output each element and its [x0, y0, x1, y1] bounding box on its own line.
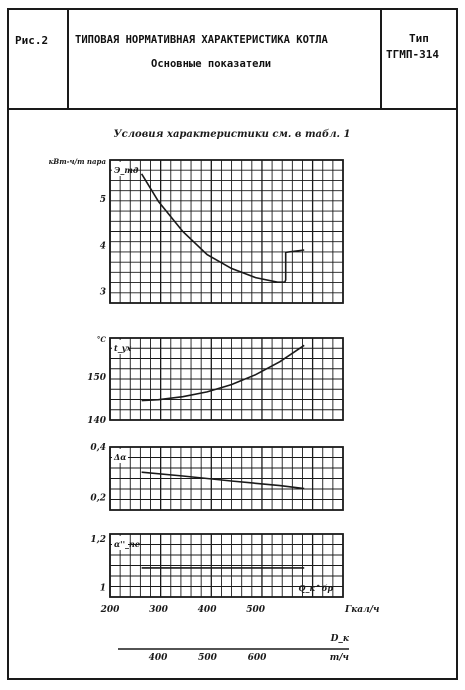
title-line-2: Основные показатели [151, 58, 272, 70]
x-axis-unit-secondary: т/ч [329, 653, 349, 663]
series-label: t_ух [114, 343, 132, 353]
y-tick-label: 5 [99, 195, 106, 206]
series-label: Δα [114, 452, 127, 462]
y-tick-label: 150 [87, 372, 106, 383]
x-tick-label-secondary: 400 [148, 653, 168, 663]
chart-caption: Условия характеристики см. в табл. 1 [113, 129, 351, 140]
x-axis-unit-primary: Гкал/ч [345, 605, 380, 615]
y-tick-label: 0,2 [90, 493, 106, 504]
series-line [142, 174, 305, 282]
x-tick-label-primary: 300 [149, 605, 168, 615]
x-tick-label-secondary: 500 [198, 653, 217, 663]
x-tick-label-primary: 400 [197, 605, 217, 615]
chart-panel-flue-gas-temperature [110, 338, 343, 420]
panel-annotation: Q_к^бр [298, 583, 333, 593]
series-label: α''_пе [114, 539, 140, 549]
y-tick-label: 4 [99, 241, 106, 252]
chart-panel-fuel-consumption [110, 160, 343, 303]
series-line [142, 472, 305, 488]
type-label: Тип [409, 32, 429, 45]
y-tick-label: 140 [87, 416, 106, 426]
y-tick-label: 3 [99, 287, 106, 298]
x-tick-label-primary: 200 [100, 605, 120, 615]
x-tick-label-primary: 500 [246, 605, 266, 615]
y-axis-label: °C [96, 335, 106, 344]
title-line-1: ТИПОВАЯ НОРМАТИВНАЯ ХАРАКТЕРИСТИКА КОТЛА [75, 34, 328, 46]
series-label: Э_тд [114, 165, 139, 175]
y-axis-label: кВт-ч/т пара [48, 157, 106, 166]
type-value: ТГМП-314 [386, 48, 439, 61]
y-tick-label: 0,4 [90, 443, 106, 453]
x-tick-label-secondary: 600 [247, 653, 267, 663]
y-tick-label: 1 [99, 583, 106, 594]
chart-panel-excess-air-increment [110, 447, 343, 510]
series-line [142, 345, 305, 400]
y-tick-label: 1,2 [90, 534, 106, 545]
secondary-axis-label: D_к [330, 634, 349, 644]
figure-label: Рис.2 [15, 34, 49, 47]
